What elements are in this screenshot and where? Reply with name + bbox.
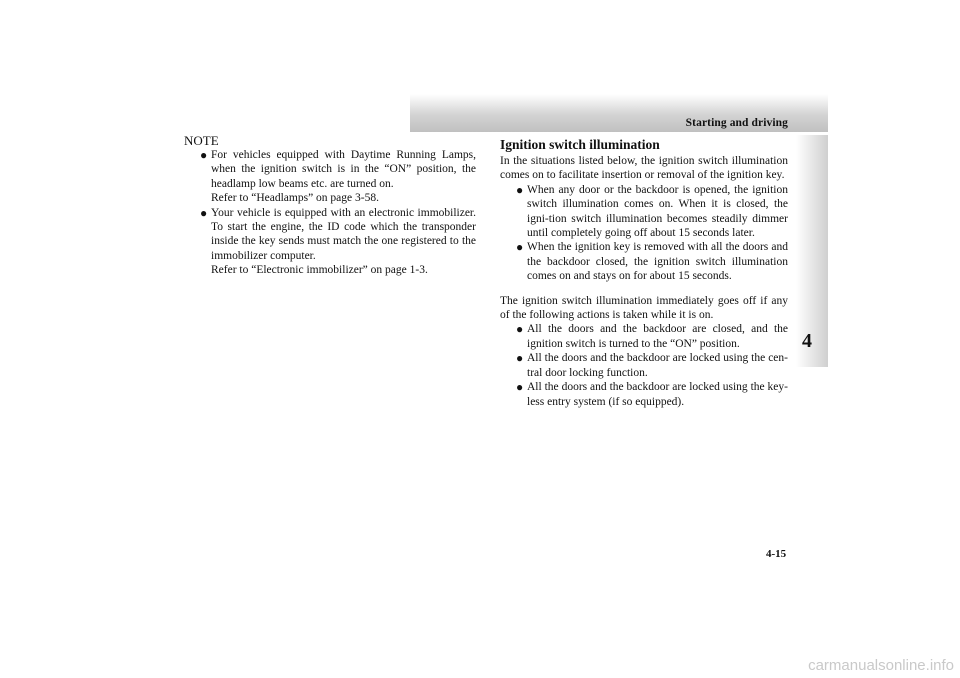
running-header: Starting and driving xyxy=(685,117,788,129)
page-number: 4-15 xyxy=(766,548,787,560)
bullet-icon: ● xyxy=(200,148,208,162)
note-item-text: For vehicles equipped with Daytime Running Lamps, when the ignition switch is in the “ON” position, the headlamp low beams etc. are turned on. xyxy=(211,149,476,190)
list-item-text: All the doors and the backdoor are locked using the key-less entry system (if so equipped). xyxy=(527,381,788,408)
note-item xyxy=(184,148,476,206)
bullet-icon: ● xyxy=(516,351,524,366)
note-item-text: Your vehicle is equipped with an electronic immobilizer. To start the engine, the ID code which the transponder inside the key sends must match the one registered to the immobilizer computer. xyxy=(211,206,476,262)
section-paragraph: The ignition switch illumination immediately goes off if any of the following actions is taken while it is on. xyxy=(500,294,788,322)
list-item-text: All the doors and the backdoor are locked using the cen-tral door locking function. xyxy=(527,352,788,379)
note-column xyxy=(184,134,476,278)
paragraph-gap xyxy=(500,284,788,294)
bullet-icon: ● xyxy=(516,380,524,395)
chapter-number: 4 xyxy=(802,330,812,352)
bullet-icon: ● xyxy=(516,322,524,337)
list-item-text: When any door or the backdoor is opened, the ignition switch illumination comes on. When it is closed, the igni-tion switch illumination becomes steadily dimmer until completely going off about 15 seconds later. xyxy=(527,183,788,240)
section-title: Ignition switch illumination xyxy=(500,137,660,152)
section-column xyxy=(500,137,788,409)
footer-watermark: carmanualsonline.info xyxy=(808,657,954,674)
list-item xyxy=(500,351,788,380)
bullet-icon: ● xyxy=(200,205,208,220)
bullet-icon: ● xyxy=(516,182,524,197)
list-item xyxy=(500,322,788,351)
note-item xyxy=(184,206,476,278)
list-item xyxy=(500,183,788,241)
bullet-icon: ● xyxy=(516,240,524,255)
note-item-reference: Refer to “Electronic immobilizer” on page 1-3. xyxy=(211,264,428,277)
list-item-text: When the ignition key is removed with all the doors and the backdoor closed, the ignition switch illumination comes on and stays on for about 15 seconds. xyxy=(527,241,788,283)
note-label: NOTE xyxy=(184,133,219,148)
note-item-reference: Refer to “Headlamps” on page 3-58. xyxy=(211,192,379,205)
list-item xyxy=(500,380,788,409)
chapter-tab xyxy=(796,135,828,367)
list-item xyxy=(500,240,788,283)
list-item-text: All the doors and the backdoor are closed, and the ignition switch is turned to the “ON” position. xyxy=(527,323,788,350)
section-intro: In the situations listed below, the ignition switch illumination comes on to facilitate insertion or removal of the ignition key. xyxy=(500,155,788,182)
